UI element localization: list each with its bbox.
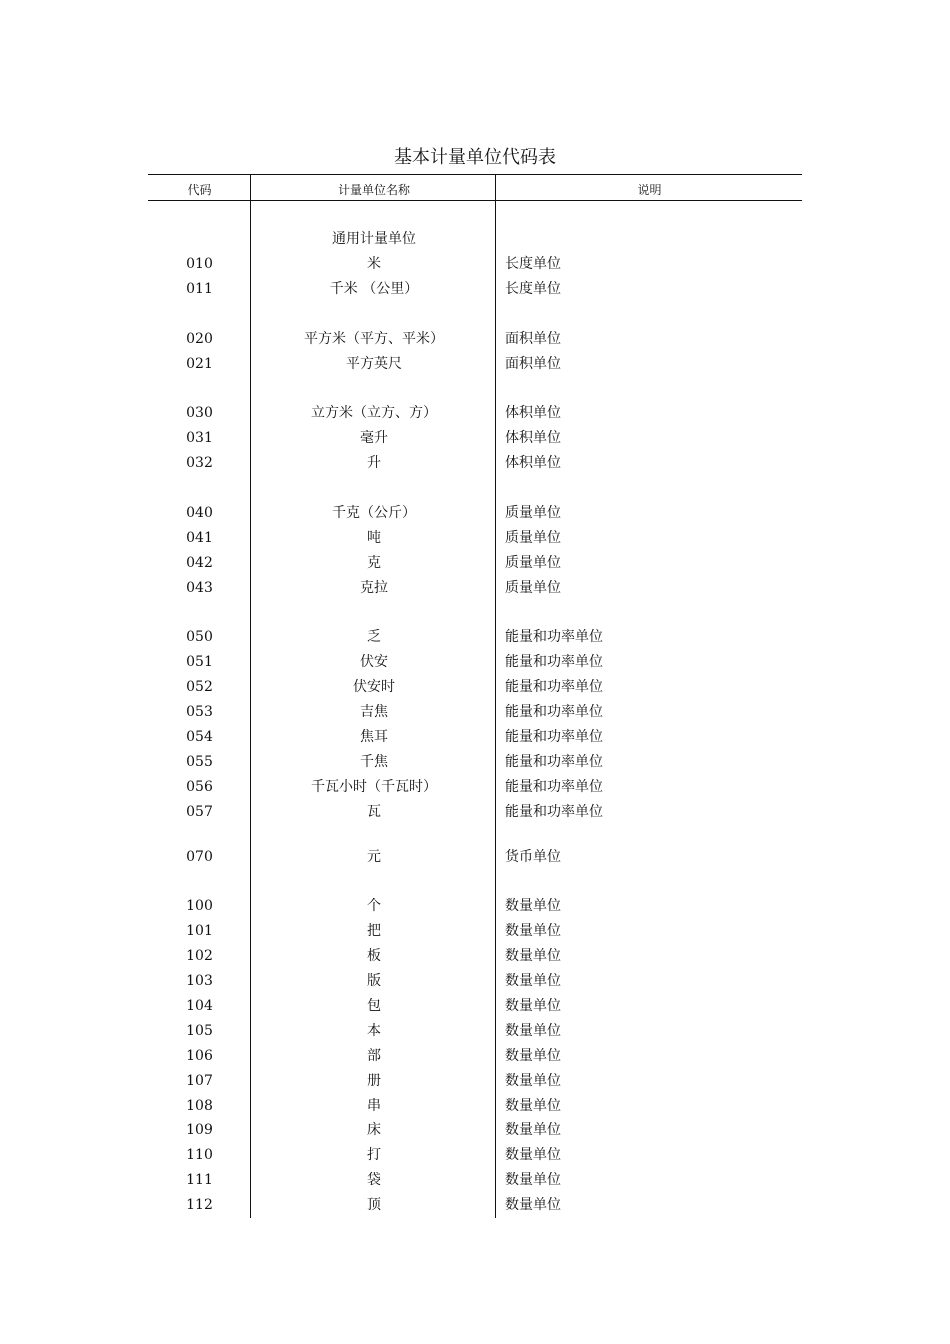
table-row [148,677,802,697]
table-row [148,254,802,274]
table-row [148,971,802,991]
row-code: 111 [186,1172,213,1189]
row-unit-name: 克拉 [360,579,388,596]
row-unit-name: 吨 [367,529,381,546]
row-code: 105 [186,1022,213,1039]
table-row [148,329,802,349]
row-code: 102 [186,948,213,965]
table-row [148,1021,802,1041]
row-code: 109 [186,1122,213,1139]
table-row [148,403,802,423]
table-body [148,0,802,1344]
row-description: 面积单位 [505,330,561,347]
row-code: 112 [186,1197,213,1214]
row-unit-name: 把 [367,923,381,940]
row-description: 能量和功率单位 [505,704,603,721]
row-code: 054 [186,729,213,745]
row-description: 体积单位 [505,405,561,422]
row-unit-name: 毫升 [360,430,388,447]
row-unit-name: 千瓦小时（千瓦时） [311,778,437,795]
row-description: 体积单位 [505,430,561,447]
table-row [148,578,802,598]
table-row [148,1195,802,1215]
row-description: 数量单位 [505,1097,561,1114]
table-row [148,503,802,523]
row-unit-name: 串 [367,1097,381,1114]
row-code: 101 [186,923,213,940]
row-code: 041 [186,529,213,546]
table-row [148,627,802,647]
row-unit-name: 部 [367,1047,381,1064]
row-description: 能量和功率单位 [505,629,603,646]
row-description: 能量和功率单位 [505,753,603,770]
row-unit-name: 打 [367,1147,381,1164]
row-code: 057 [186,803,213,820]
row-unit-name: 个 [367,898,381,915]
row-code: 056 [186,778,213,795]
row-code: 032 [186,455,213,472]
row-description: 长度单位 [505,255,561,272]
row-unit-name: 袋 [367,1172,381,1189]
row-unit-name: 瓦 [367,803,381,820]
row-unit-name: 板 [367,948,381,965]
row-unit-name: 床 [367,1122,381,1139]
table-row [148,727,802,747]
table-row [148,528,802,548]
table-row [148,996,802,1016]
row-unit-name: 乏 [367,629,381,646]
table-row [148,777,802,797]
row-code: 055 [186,753,213,770]
table-row [148,1120,802,1140]
table-row [148,802,802,822]
row-description: 质量单位 [505,529,561,546]
row-unit-name: 克 [367,554,381,571]
row-code: 070 [186,848,213,865]
row-description: 质量单位 [505,504,561,521]
table-row [148,946,802,966]
row-code: 020 [186,330,213,347]
table-row [148,1170,802,1190]
header-desc: 说明 [637,183,662,197]
table-row [148,453,802,473]
row-description: 体积单位 [505,455,561,472]
row-description: 数量单位 [505,997,561,1014]
row-unit-name: 升 [367,455,381,472]
row-code: 010 [186,255,213,272]
row-unit-name: 本 [367,1022,381,1039]
row-code: 052 [186,679,213,696]
row-unit-name: 米 [367,255,381,272]
row-unit-name: 吉焦 [360,704,388,721]
row-description: 能量和功率单位 [505,803,603,820]
row-code: 011 [186,280,213,297]
row-unit-name: 伏安时 [353,679,395,696]
table-row [148,896,802,916]
row-code: 031 [186,430,213,447]
table-row [148,752,802,772]
row-description: 质量单位 [505,579,561,596]
row-description: 能量和功率单位 [505,679,603,696]
row-code: 106 [186,1047,213,1064]
row-description: 数量单位 [505,898,561,915]
row-code: 051 [186,654,213,671]
row-description: 数量单位 [505,973,561,989]
table-row [148,428,802,448]
row-unit-name: 千米 （公里） [329,280,419,297]
row-description: 数量单位 [505,1072,561,1089]
row-code: 021 [186,355,213,372]
row-unit-name: 包 [367,997,381,1014]
row-unit-name: 立方米（立方、方） [311,405,437,422]
row-unit-name: 版 [367,973,381,989]
row-code: 042 [186,554,213,571]
row-description: 质量单位 [505,554,561,571]
row-code: 030 [186,405,213,422]
row-description: 能量和功率单位 [505,729,603,745]
row-code: 040 [186,504,213,521]
row-description: 数量单位 [505,1147,561,1164]
table-row [148,652,802,672]
table-row [148,702,802,722]
row-description: 数量单位 [505,923,561,940]
row-unit-name: 千焦 [360,753,388,770]
row-code: 053 [186,704,213,721]
row-code: 043 [186,579,213,596]
row-unit-name: 册 [367,1072,381,1089]
row-description: 能量和功率单位 [505,654,603,671]
table-row [148,1071,802,1091]
row-code: 050 [186,629,213,646]
row-unit-name: 平方米（平方、平米） [304,330,444,347]
table-row [148,1096,802,1116]
table-row [148,921,802,941]
row-code: 110 [186,1147,213,1164]
page-title: 基本计量单位代码表 [394,147,556,168]
table-row [148,229,802,249]
row-description: 数量单位 [505,1047,561,1064]
row-description: 数量单位 [505,1172,561,1189]
row-code: 103 [186,973,213,989]
table-row [148,279,802,299]
row-code: 100 [186,898,213,915]
row-code: 107 [186,1072,213,1089]
row-description: 数量单位 [505,1197,561,1214]
row-description: 面积单位 [505,355,561,372]
table-row [148,847,802,867]
row-unit-name: 顶 [367,1197,381,1214]
row-code: 108 [186,1097,213,1114]
row-description: 长度单位 [505,280,561,297]
row-description: 数量单位 [505,1122,561,1139]
row-description: 数量单位 [505,948,561,965]
table-row [148,354,802,374]
row-unit-name: 千克（公斤） [332,504,416,521]
header-code: 代码 [187,183,212,197]
row-unit-name: 平方英尺 [346,355,402,372]
header-name: 计量单位名称 [337,183,410,197]
row-description: 货币单位 [505,848,561,865]
row-description: 能量和功率单位 [505,778,603,795]
table-row [148,553,802,573]
row-unit-name: 通用计量单位 [332,231,416,247]
row-code: 104 [186,997,213,1014]
row-unit-name: 焦耳 [360,729,388,745]
row-unit-name: 伏安 [360,654,388,671]
row-description: 数量单位 [505,1022,561,1039]
row-unit-name: 元 [367,848,381,865]
table-row [148,1145,802,1165]
table-row [148,1046,802,1066]
